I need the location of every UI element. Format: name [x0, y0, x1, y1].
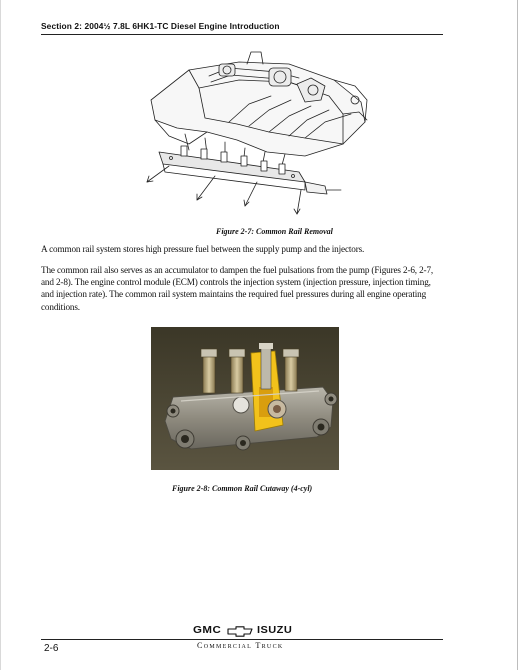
- page-number: 2-6: [44, 643, 59, 654]
- common-rail-removal-illustration: [129, 40, 373, 222]
- chevrolet-bowtie-icon: [227, 626, 253, 637]
- footer-rule: [41, 639, 443, 640]
- body-paragraph: The common rail also serves as an accumulator to dampen the fuel pulsations from the pump (Figures 2-6, 2-7, and 2-8). The engine control module (ECM) controls the injection system (injection pressure, injection timing, and injection rate). The common rail system maintains the required fuel pressures during all engine operating conditions.: [41, 265, 434, 312]
- logo-brand-gmc: GMC: [193, 625, 222, 636]
- header-rule: [41, 34, 443, 35]
- common-rail-cutaway-graphic: [151, 327, 339, 470]
- logo-tagline: Commercial Truck: [197, 641, 284, 650]
- section-header: Section 2: 2004½ 7.8L 6HK1-TC Diesel Engine Introduction: [41, 21, 280, 31]
- figure-caption-2-7: Figure 2-7: Common Rail Removal: [216, 227, 333, 236]
- logo-brand-isuzu: ISUZU: [257, 625, 293, 636]
- figure-caption-2-8: Figure 2-8: Common Rail Cutaway (4-cyl): [172, 484, 313, 493]
- common-rail-cutaway-photo: [151, 327, 339, 470]
- body-paragraph: A common rail system stores high pressure fuel between the supply pump and the injectors.: [41, 244, 365, 254]
